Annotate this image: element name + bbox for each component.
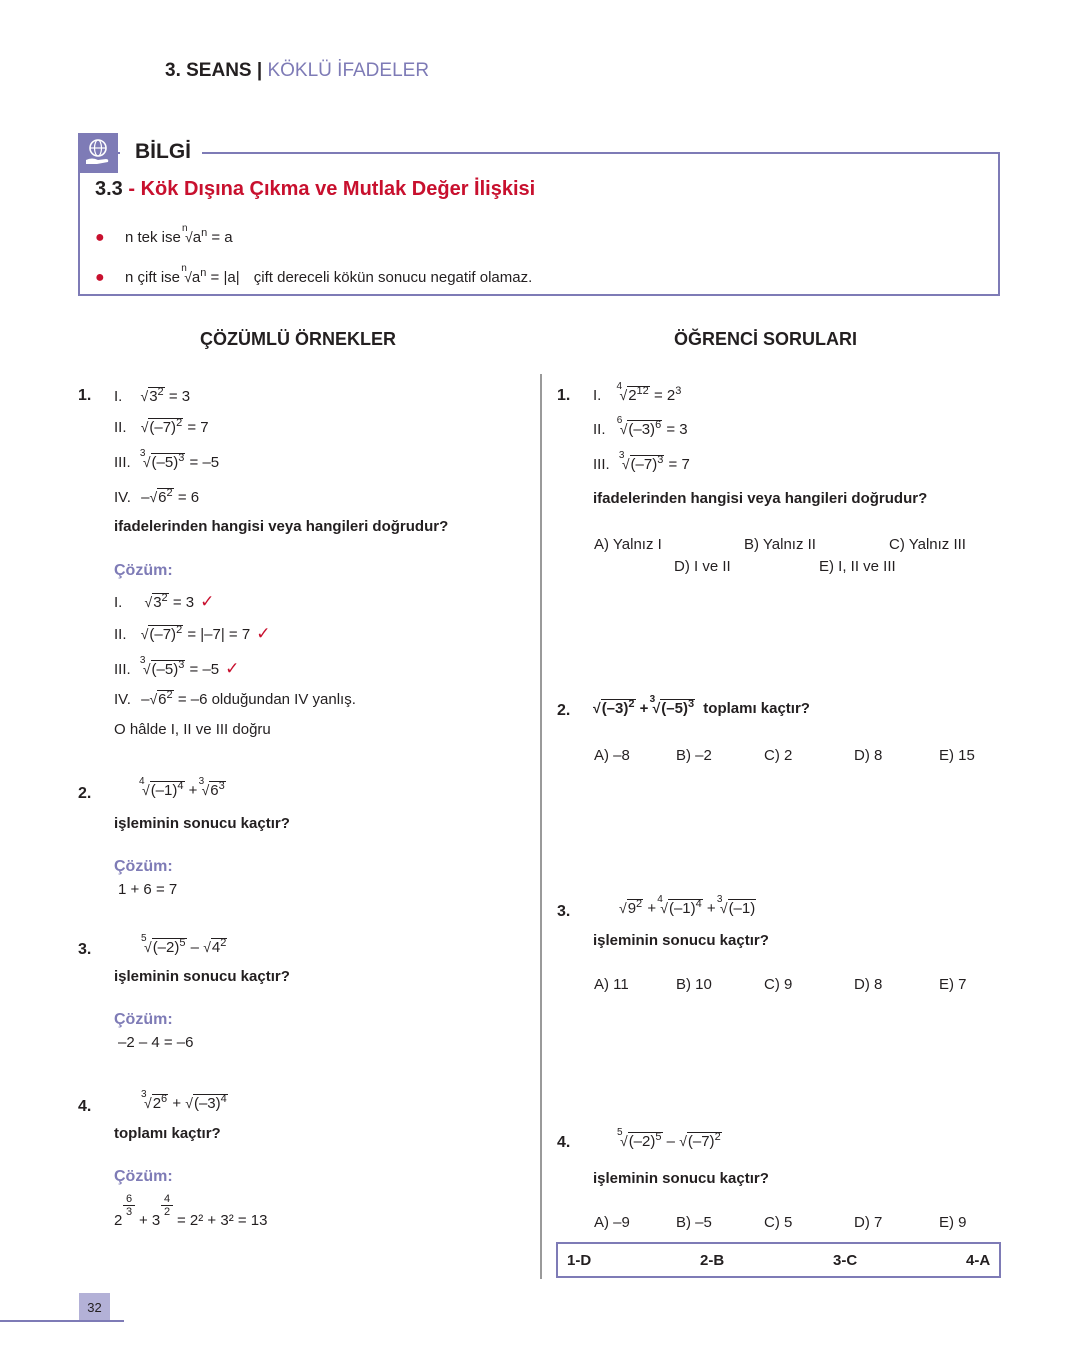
left-q1-item-2: II. $√(-7)^2 = 7$ bbox=[114, 417, 209, 436]
info-heading bbox=[95, 178, 535, 201]
left-q1-item-3: III. 3 $√(-5)^3 = -5$ bbox=[114, 448, 220, 471]
left-q4-question: toplamı kaçtır? bbox=[114, 1125, 221, 1142]
fraction-exponent: 6 3 bbox=[123, 1193, 135, 1218]
option-c[interactable]: C) 2 bbox=[764, 747, 793, 764]
right-q2-expression: $√(-3)^2$ + 3 $√(-5)^3$ toplamı kaçtır? bbox=[593, 694, 810, 717]
right-q1-item-1: I. 4 $√2^{12} = 2^3$ bbox=[593, 381, 682, 404]
question-number: 2. bbox=[557, 702, 571, 719]
right-column-title: ÖĞRENCİ SORULARI bbox=[674, 329, 858, 349]
info-label: BİLGİ bbox=[135, 140, 191, 163]
option-a[interactable]: A) Yalnız I bbox=[594, 536, 662, 553]
answer-key-box bbox=[556, 1242, 1001, 1278]
session-label: 3. SEANS bbox=[165, 60, 252, 81]
header-separator: | bbox=[256, 60, 263, 81]
option-b[interactable]: B) –5 bbox=[676, 1214, 712, 1231]
left-q2-expression: 4 $√(-1)^4$ + 3 $√6^3$ bbox=[139, 776, 225, 799]
info-globe-hand-icon bbox=[78, 133, 118, 173]
left-q3-expression: 5 $√(-2)^5 - √4^2$ bbox=[141, 933, 227, 956]
left-q1-item-1: I. $√3^2 = 3$ bbox=[114, 386, 191, 405]
check-icon: ✓ bbox=[256, 624, 271, 643]
question-number: 4. bbox=[78, 1098, 92, 1115]
option-e[interactable]: E) 15 bbox=[939, 747, 975, 764]
left-q1-sol-2: II. $√(-7)^2 = |-7| = 7$ ✓ bbox=[114, 624, 271, 643]
info-title: Kök Dışına Çıkma ve Mutlak Değer İlişkisi bbox=[140, 178, 536, 200]
solution-label: Çözüm: bbox=[114, 1168, 173, 1185]
question-number: 1. bbox=[557, 387, 571, 404]
option-b[interactable]: B) 10 bbox=[676, 976, 712, 993]
left-q1-sol-3: III. 3 $√(-5)^3 = -5$ ✓ bbox=[114, 655, 240, 678]
answer-key-item: 1-D bbox=[567, 1252, 592, 1269]
solution-label: Çözüm: bbox=[114, 858, 173, 875]
left-q3-question: işleminin sonucu kaçtır? bbox=[114, 968, 290, 985]
solution-label: Çözüm: bbox=[114, 562, 173, 579]
fraction-exponent: 4 2 bbox=[161, 1193, 173, 1218]
left-q1-conclusion: O hâlde I, II ve III doğru bbox=[114, 721, 271, 738]
answer-key-item: 2-B bbox=[700, 1252, 725, 1269]
left-q4-solution-tail: = 2² + 3² = 13 bbox=[177, 1212, 268, 1229]
left-q1-question: ifadelerinden hangisi veya hangileri doğrudur? bbox=[114, 518, 449, 535]
right-q4-question: işleminin sonucu kaçtır? bbox=[593, 1170, 769, 1187]
question-number: 3. bbox=[557, 903, 571, 920]
question-number: 2. bbox=[78, 785, 92, 802]
check-icon: ✓ bbox=[200, 592, 215, 611]
option-c[interactable]: C) Yalnız III bbox=[889, 536, 966, 553]
left-q4-expression: 3 $√2^6 + √(-3)^4$ bbox=[141, 1089, 227, 1112]
question-number: 3. bbox=[78, 941, 92, 958]
solution-label: Çözüm: bbox=[114, 1011, 173, 1028]
option-d[interactable]: D) 7 bbox=[854, 1214, 883, 1231]
option-b[interactable]: B) –2 bbox=[676, 747, 712, 764]
option-e[interactable]: E) I, II ve III bbox=[819, 558, 896, 575]
left-column-title: ÇÖZÜMLÜ ÖRNEKLER bbox=[200, 329, 396, 349]
option-a[interactable]: A) 11 bbox=[594, 976, 629, 993]
check-icon: ✓ bbox=[225, 659, 240, 678]
answer-key-item: 3-C bbox=[833, 1252, 858, 1269]
column-divider bbox=[540, 374, 542, 1279]
page-header bbox=[165, 60, 429, 82]
page-number: 32 bbox=[87, 1300, 102, 1315]
footer-line bbox=[0, 1320, 124, 1322]
option-c[interactable]: C) 5 bbox=[764, 1214, 793, 1231]
info-rule-even: n çift ise n $√a^n = |a|$ çift dereceli kökün sonucu negatif olamaz. bbox=[125, 263, 533, 286]
left-q1-sol-1: I. $√3^2 = 3$ ✓ bbox=[114, 592, 215, 611]
option-a[interactable]: A) –9 bbox=[594, 1214, 630, 1231]
right-q1-item-2: II. 6 $√(-3)^6 = 3$ bbox=[593, 415, 688, 438]
info-rule-odd: n tek ise n $√a^n = a$ bbox=[125, 223, 233, 246]
left-q3-solution: –2 – 4 = –6 bbox=[118, 1034, 194, 1051]
left-q4-solution: 2 bbox=[114, 1212, 123, 1229]
option-b[interactable]: B) Yalnız II bbox=[744, 536, 816, 553]
answer-key-item: 4-A bbox=[966, 1252, 991, 1269]
option-e[interactable]: E) 9 bbox=[939, 1214, 967, 1231]
left-q1-sol-4: IV. $-√6^2 = -6$ olduğundan IV yanlış. bbox=[114, 689, 356, 708]
right-q4-expression: 5 $√(-2)^5 - √(-7)^2$ bbox=[617, 1127, 721, 1150]
question-number: 1. bbox=[78, 387, 92, 404]
option-d[interactable]: D) 8 bbox=[854, 976, 883, 993]
bullet-icon: ● bbox=[95, 269, 105, 286]
info-number: 3.3 bbox=[95, 178, 123, 200]
bullet-icon: ● bbox=[95, 229, 105, 246]
right-q3-expression: $√9^2$ + 4 $√(-1)^4$ + 3 √(–1) bbox=[619, 894, 756, 917]
left-q2-question: işleminin sonucu kaçtır? bbox=[114, 815, 290, 832]
option-a[interactable]: A) –8 bbox=[594, 747, 630, 764]
left-q1-item-4: IV. $-√6^2 = 6$ bbox=[114, 487, 200, 506]
left-q2-solution: 1 + 6 = 7 bbox=[118, 881, 178, 898]
right-q1-question: ifadelerinden hangisi veya hangileri doğrudur? bbox=[593, 490, 928, 507]
option-d[interactable]: D) 8 bbox=[854, 747, 883, 764]
option-c[interactable]: C) 9 bbox=[764, 976, 793, 993]
option-d[interactable]: D) I ve II bbox=[674, 558, 731, 575]
info-dash: - bbox=[128, 178, 136, 200]
right-q3-question: işleminin sonucu kaçtır? bbox=[593, 932, 769, 949]
topic-label: KÖKLÜ İFADELER bbox=[267, 60, 430, 81]
right-q1-item-3: III. 3 $√(-7)^3 = 7$ bbox=[593, 450, 690, 473]
option-e[interactable]: E) 7 bbox=[939, 976, 967, 993]
plus-sign: + 3 bbox=[139, 1212, 161, 1229]
question-number: 4. bbox=[557, 1134, 571, 1151]
